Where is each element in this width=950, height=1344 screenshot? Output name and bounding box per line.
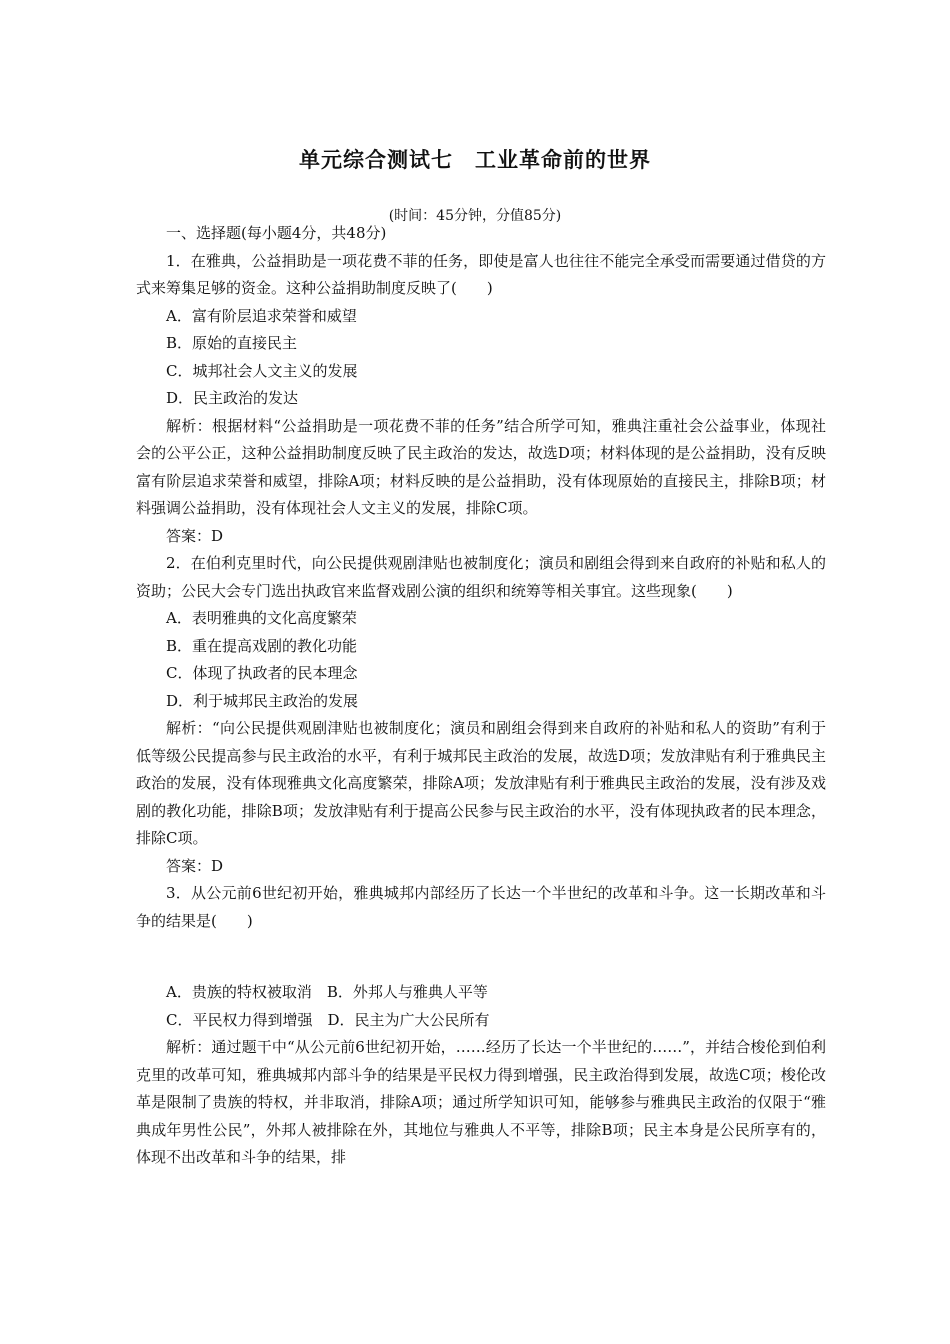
question-stem: 3．从公元前6世纪初开始，雅典城邦内部经历了长达一个半世纪的改革和斗争。这一长期改革和斗争的结果是( )	[136, 884, 826, 930]
answer: 答案：D	[166, 526, 224, 545]
section-heading: 一、选择题(每小题4分，共48分)	[166, 224, 387, 242]
option-c: C．城邦社会人文主义的发展	[166, 361, 358, 380]
option-a: A．富有阶层追求荣誉和威望	[166, 306, 357, 325]
document-body	[136, 220, 826, 1172]
options-row-2: C．平民权力得到增强 D．民主为广大公民所有	[166, 1010, 490, 1029]
option-b: B．重在提高戏剧的教化功能	[166, 636, 358, 655]
question-3	[136, 880, 826, 1172]
question-2	[136, 550, 826, 880]
analysis: 解析：通过题干中“从公元前6世纪初开始，……经历了长达一个半世纪的……”，并结合梭伦到伯利克里的改革可知，雅典城邦内部斗争的结果是平民权力得到增强，民主政治得到发展，故选C项；梭伦改革是限制了贵族的特权，并非取消，排除A项；通过所学知识可知，能够参与雅典民主政治的仅限于“雅典成年男性公民”，外邦人被排除在外，其地位与雅典人不平等，排除B项；民主本身是公民所享有的，体现不出改革和斗争的结果，排	[136, 1038, 826, 1166]
page-title: 单元综合测试七 工业革命前的世界	[299, 148, 651, 172]
question-1	[136, 248, 826, 551]
option-d: D．民主政治的发达	[166, 389, 299, 407]
option-a: A．表明雅典的文化高度繁荣	[166, 609, 357, 627]
option-c: C．体现了执政者的民本理念	[166, 664, 358, 682]
analysis: 解析：根据材料“公益捐助是一项花费不菲的任务”结合所学可知，雅典注重社会公益事业，体现社会的公平公正，这种公益捐助制度反映了民主政治的发达，故选D项；材料体现的是公益捐助，没有反映富有阶层追求荣誉和威望，排除A项；材料反映的是公益捐助，没有体现原始的直接民主，排除B项；材料强调公益捐助，没有体现社会人文主义的发展，排除C项。	[136, 416, 826, 517]
question-stem: 2．在伯利克里时代，向公民提供观剧津贴也被制度化；演员和剧组会得到来自政府的补贴和私人的资助；公民大会专门选出执政官来监督戏剧公演的组织和统筹等相关事宜。这些现象( )	[136, 554, 826, 600]
exam-info: (时间：45分钟，分值85分)	[388, 208, 562, 224]
question-stem: 1．在雅典，公益捐助是一项花费不菲的任务，即使是富人也往往不能完全承受而需要通过借贷的方式来筹集足够的资金。这种公益捐助制度反映了( )	[136, 251, 826, 297]
option-d: D．利于城邦民主政治的发展	[166, 691, 359, 710]
options-row-1: A．贵族的特权被取消 B．外邦人与雅典人平等	[166, 983, 488, 1001]
analysis: 解析：“向公民提供观剧津贴也被制度化；演员和剧组会得到来自政府的补贴和私人的资助”有利于低等级公民提高参与民主政治的水平，有利于城邦民主政治的发展，故选D项；发放津贴有利于雅典民主政治的发展，没有体现雅典文化高度繁荣，排除A项；发放津贴有利于雅典民主政治的发展，没有涉及戏剧的教化功能，排除B项；发放津贴有利于提高公民参与民主政治的水平，没有体现执政者的民本理念，排除C项。	[136, 719, 826, 847]
option-b: B．原始的直接民主	[166, 334, 298, 352]
answer: 答案：D	[166, 856, 224, 875]
blank-space	[136, 935, 826, 979]
